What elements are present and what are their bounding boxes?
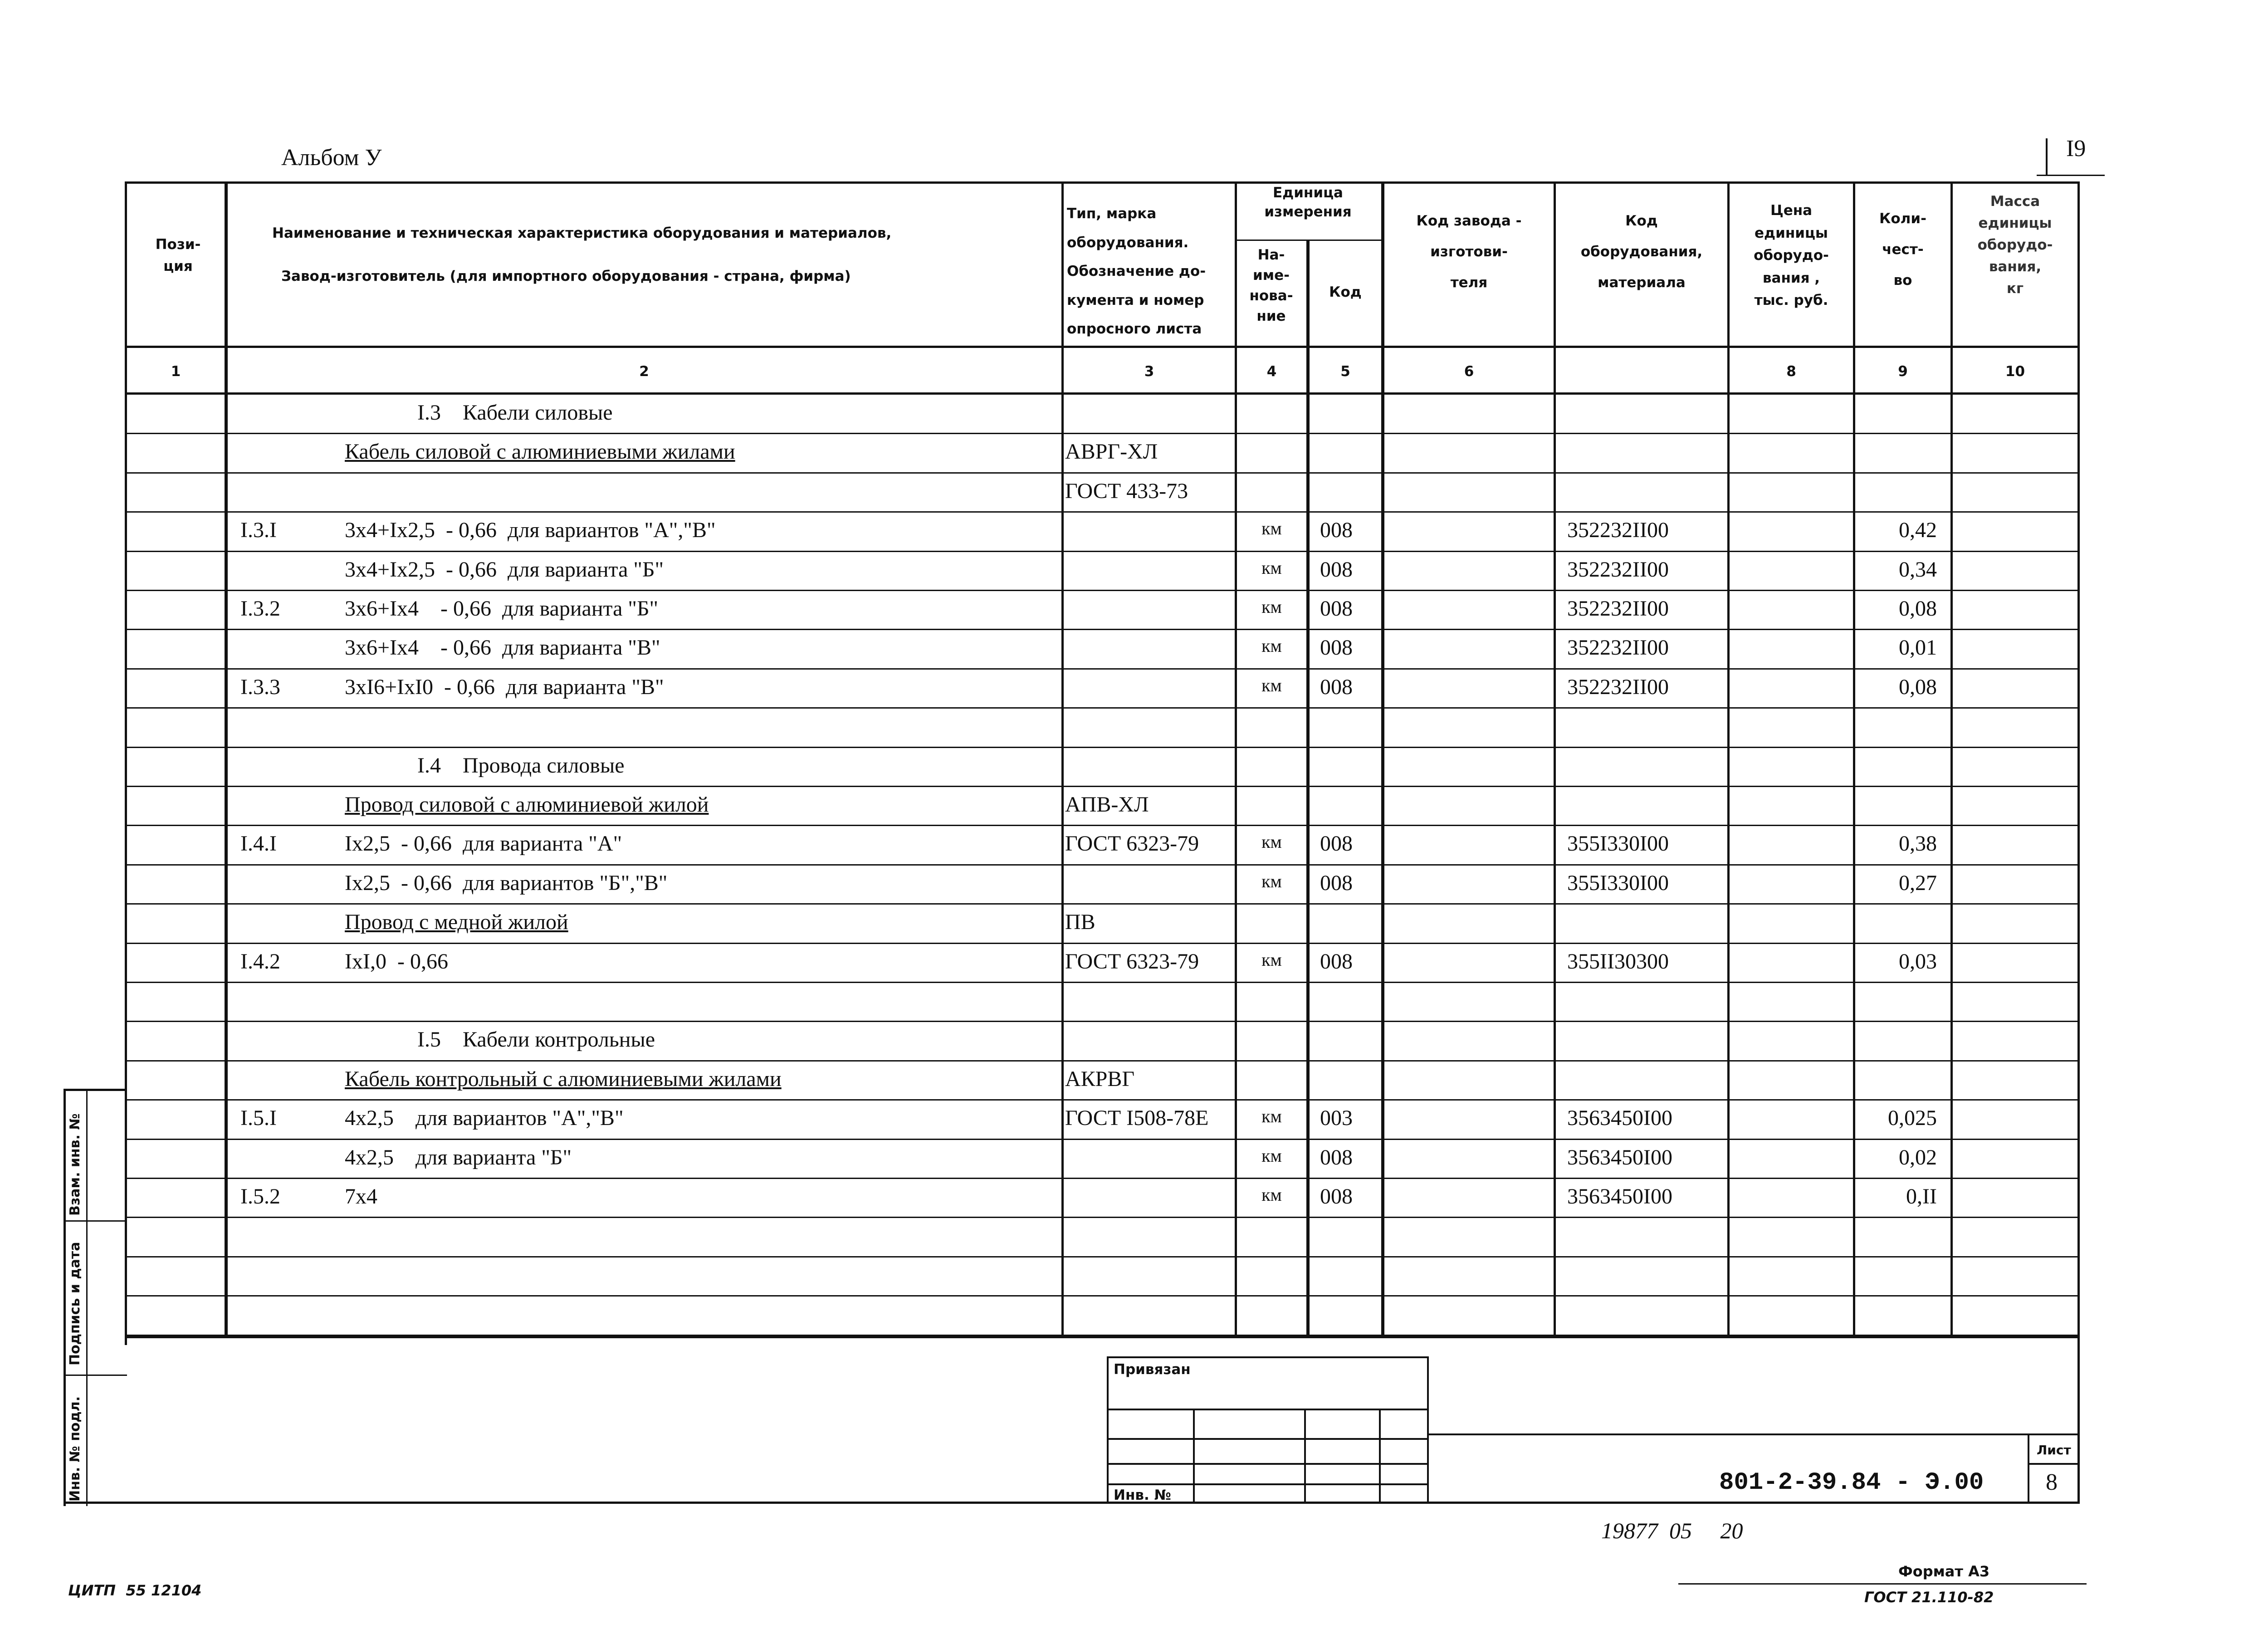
cell-equip: 352232II00 [1567, 558, 1669, 582]
stamp-cipt: ЦИТП 55 12104 [68, 1582, 202, 1599]
col-line-6 [1554, 181, 1556, 1337]
colnum-1: 1 [171, 363, 181, 380]
colnum-9: 9 [1898, 363, 1908, 380]
header-qty: Коли- чест- во [1879, 210, 1926, 289]
cell-type: ГОСТ 433-73 [1065, 479, 1188, 503]
cell-pos: I.5.I [240, 1106, 277, 1130]
format-label: Формат А3 [1898, 1563, 1990, 1580]
header-unit-name: На- име- нова- ние [1249, 247, 1293, 324]
colnum-10: 10 [2005, 363, 2025, 380]
cell-equip: 355II30300 [1567, 949, 1669, 974]
list-number: 8 [2046, 1469, 2058, 1495]
cell-equip: 3563450I00 [1567, 1106, 1672, 1130]
cell-code: 008 [1320, 518, 1353, 542]
binding-strip-inner [86, 1089, 88, 1506]
cell-qty: 0,025 [1888, 1106, 1937, 1130]
privyazan-col-3 [1379, 1409, 1381, 1502]
binding-strip-top [64, 1089, 127, 1091]
list-label: Лист [2037, 1443, 2071, 1458]
cell-qty: 0,01 [1899, 636, 1937, 660]
cell-name: 7х4 [345, 1184, 377, 1208]
cell-qty: 0,02 [1899, 1145, 1937, 1169]
cell-name: Кабель контрольный с алюминиевыми жилами [345, 1067, 782, 1091]
cell-name: 3хI6+IхI0 - 0,66 для варианта "В" [345, 675, 664, 699]
cell-code: 008 [1320, 1184, 1353, 1208]
gost-label: ГОСТ 21.110-82 [1864, 1589, 1994, 1606]
col-line-1 [225, 181, 228, 1337]
cell-name: Кабель силовой с алюминиевыми жилами [345, 440, 735, 464]
cell-equip: 355I330I00 [1567, 832, 1669, 856]
cell-equip: 352232II00 [1567, 636, 1669, 660]
row-separator [125, 1060, 2080, 1062]
cell-unit: км [1261, 558, 1282, 578]
privyazan-top [1107, 1356, 1429, 1358]
cell-equip: 355I330I00 [1567, 871, 1669, 895]
cell-type: ГОСТ 6323-79 [1065, 832, 1199, 856]
album-label: Альбом У [281, 145, 382, 171]
row-separator [125, 511, 2080, 513]
colnum-5: 5 [1340, 363, 1350, 380]
colnum-6: 6 [1464, 363, 1474, 380]
cell-qty: 0,38 [1899, 832, 1937, 856]
cell-equip: 352232II00 [1567, 518, 1669, 542]
row-separator [125, 1256, 2080, 1257]
unit-header-split [1235, 240, 1381, 241]
colnum-8: 8 [1786, 363, 1796, 380]
cell-code: 008 [1320, 1145, 1353, 1169]
doc-code: 801-2-39.84 - Э.00 [1719, 1469, 1984, 1497]
row-separator [125, 433, 2080, 434]
cell-name: 4х2,5 для варианта "Б" [345, 1145, 572, 1169]
row-separator [125, 1295, 2080, 1296]
cell-type: ГОСТ I508-78Е [1065, 1106, 1209, 1130]
doc-code-top [1429, 1433, 2077, 1435]
col-line-4 [1306, 240, 1310, 1337]
cell-type: АКРВГ [1065, 1067, 1135, 1091]
header-name-line1: Наименование и техническая характеристика оборудования и материалов, [272, 225, 892, 241]
handwritten-note: 19877 05 20 [1601, 1518, 1743, 1543]
cell-pos: I.4.2 [240, 949, 280, 974]
colnum-4: 4 [1266, 363, 1277, 380]
cell-name: I.3 Кабели силовые [417, 401, 613, 425]
cell-unit: км [1261, 597, 1282, 617]
cell-code: 008 [1320, 949, 1353, 974]
header-plant-code: Код завода - изготови- теля [1416, 213, 1522, 291]
privyazan-left [1107, 1356, 1109, 1502]
cell-name: IхI,0 - 0,66 [345, 949, 448, 974]
row-separator [125, 668, 2080, 670]
row-separator [125, 1099, 2080, 1101]
row-separator [125, 747, 2080, 748]
side-label-inv-podl: Инв. № подл. [67, 1396, 83, 1502]
cell-code: 008 [1320, 675, 1353, 699]
cell-pos: I.4.I [240, 832, 277, 856]
cell-type: ГОСТ 6323-79 [1065, 949, 1199, 974]
header-mass: Масса единицы оборудо- вания, кг [1977, 193, 2053, 297]
footer-rule [1678, 1583, 2087, 1585]
side-label-podpis: Подпись и дата [67, 1242, 83, 1365]
row-separator [125, 903, 2080, 905]
privyazan-col-2 [1304, 1409, 1306, 1502]
cell-name: 3х4+Iх2,5 - 0,66 для вариантов "А","В" [345, 518, 716, 542]
top-right-rule [2037, 175, 2105, 176]
cell-unit: км [1261, 871, 1282, 891]
cell-qty: 0,08 [1899, 597, 1937, 621]
cell-qty: 0,08 [1899, 675, 1937, 699]
header-unit-code: Код [1329, 284, 1362, 300]
cell-code: 003 [1320, 1106, 1353, 1130]
inv-no-label: Инв. № [1114, 1487, 1171, 1503]
privyazan-right [1427, 1356, 1429, 1502]
row-separator [125, 825, 2080, 826]
cell-unit: км [1261, 675, 1282, 695]
list-box-split [2028, 1463, 2078, 1465]
top-right-tick [2046, 138, 2048, 175]
colnum-3: 3 [1144, 363, 1154, 380]
row-separator [125, 943, 2080, 944]
table-left-border [125, 181, 127, 1345]
table-right-border [2077, 181, 2080, 1345]
header-equip-code: Код оборудования, материала [1580, 213, 1703, 291]
cell-qty: 0,03 [1899, 949, 1937, 974]
privyazan-label: Привязан [1114, 1361, 1191, 1378]
sheet-number: I9 [2066, 136, 2086, 161]
cell-name: 3х6+Iх4 - 0,66 для варианта "В" [345, 636, 660, 660]
cell-qty: 0,27 [1899, 871, 1937, 895]
cell-unit: км [1261, 1145, 1282, 1166]
list-box-left [2028, 1433, 2029, 1502]
row-separator [125, 982, 2080, 983]
cell-type: ПВ [1065, 910, 1095, 934]
col-line-7 [1727, 181, 1730, 1337]
cell-pos: I.3.3 [240, 675, 280, 699]
cell-code: 008 [1320, 597, 1353, 621]
row-separator [125, 786, 2080, 787]
cell-code: 008 [1320, 871, 1353, 895]
row-separator [125, 629, 2080, 630]
cell-equip: 3563450I00 [1567, 1145, 1672, 1169]
cell-unit: км [1261, 518, 1282, 538]
row-separator [125, 1139, 2080, 1140]
title-block-bottom [64, 1502, 2080, 1504]
cell-qty: 0,II [1906, 1184, 1937, 1208]
cell-name: 3х4+Iх2,5 - 0,66 для варианта "Б" [345, 558, 664, 582]
cell-equip: 352232II00 [1567, 597, 1669, 621]
header-bottom [125, 346, 2080, 348]
cell-unit: км [1261, 1184, 1282, 1205]
cell-code: 008 [1320, 636, 1353, 660]
cell-type: АПВ-ХЛ [1065, 793, 1149, 817]
cell-pos: I.5.2 [240, 1184, 280, 1208]
table-top-border [125, 181, 2080, 184]
cell-name: I.5 Кабели контрольные [417, 1027, 655, 1052]
cell-name: I.4 Провода силовые [417, 753, 625, 778]
row-separator [125, 1217, 2080, 1218]
binding-strip-split-1 [64, 1220, 127, 1222]
cell-unit: км [1261, 832, 1282, 852]
cell-code: 008 [1320, 832, 1353, 856]
header-pos: Пози- ция [155, 236, 201, 275]
cell-name: Iх2,5 - 0,66 для вариантов "Б","В" [345, 871, 668, 895]
header-price: Цена единицы оборудо- вания , тыс. руб. [1754, 202, 1829, 309]
row-separator [125, 1021, 2080, 1022]
colnum-bottom [125, 392, 2080, 395]
cell-unit: км [1261, 949, 1282, 970]
cell-pos: I.3.2 [240, 597, 280, 621]
cell-type: АВРГ-ХЛ [1065, 440, 1158, 464]
cell-unit: км [1261, 636, 1282, 656]
cell-code: 008 [1320, 558, 1353, 582]
table-body-bottom [125, 1336, 2080, 1338]
cell-pos: I.3.I [240, 518, 277, 542]
row-separator [125, 551, 2080, 552]
binding-strip-left [64, 1089, 66, 1506]
cell-name: 3х6+Iх4 - 0,66 для варианта "Б" [345, 597, 659, 621]
cell-name: Провод с медной жилой [345, 910, 568, 934]
cell-equip: 3563450I00 [1567, 1184, 1672, 1208]
binding-strip-split-2 [64, 1375, 127, 1376]
cell-qty: 0,42 [1899, 518, 1937, 542]
cell-name: Провод силовой с алюминиевой жилой [345, 793, 709, 817]
row-separator [125, 1178, 2080, 1179]
title-block-right [2077, 1336, 2080, 1504]
row-separator [125, 707, 2080, 709]
cell-name: Iх2,5 - 0,66 для варианта "А" [345, 832, 622, 856]
header-name-line2: Завод-изготовитель (для импортного оборудования - страна, фирма) [281, 268, 851, 284]
cell-qty: 0,34 [1899, 558, 1937, 582]
cell-equip: 352232II00 [1567, 675, 1669, 699]
col-line-9 [1950, 181, 1953, 1337]
row-separator [125, 864, 2080, 866]
cell-unit: км [1261, 1106, 1282, 1126]
cell-name: 4х2,5 для вариантов "А","В" [345, 1106, 624, 1130]
side-label-vzam: Взам. инв. № [67, 1113, 83, 1216]
header-type: Тип, марка оборудования. Обозначение до- кумента и номер опросного листа [1067, 205, 1206, 338]
privyazan-col-1 [1193, 1409, 1195, 1502]
header-unit: Единица измерения [1264, 185, 1352, 220]
colnum-2: 2 [639, 363, 649, 380]
row-separator [125, 472, 2080, 474]
row-separator [125, 590, 2080, 591]
